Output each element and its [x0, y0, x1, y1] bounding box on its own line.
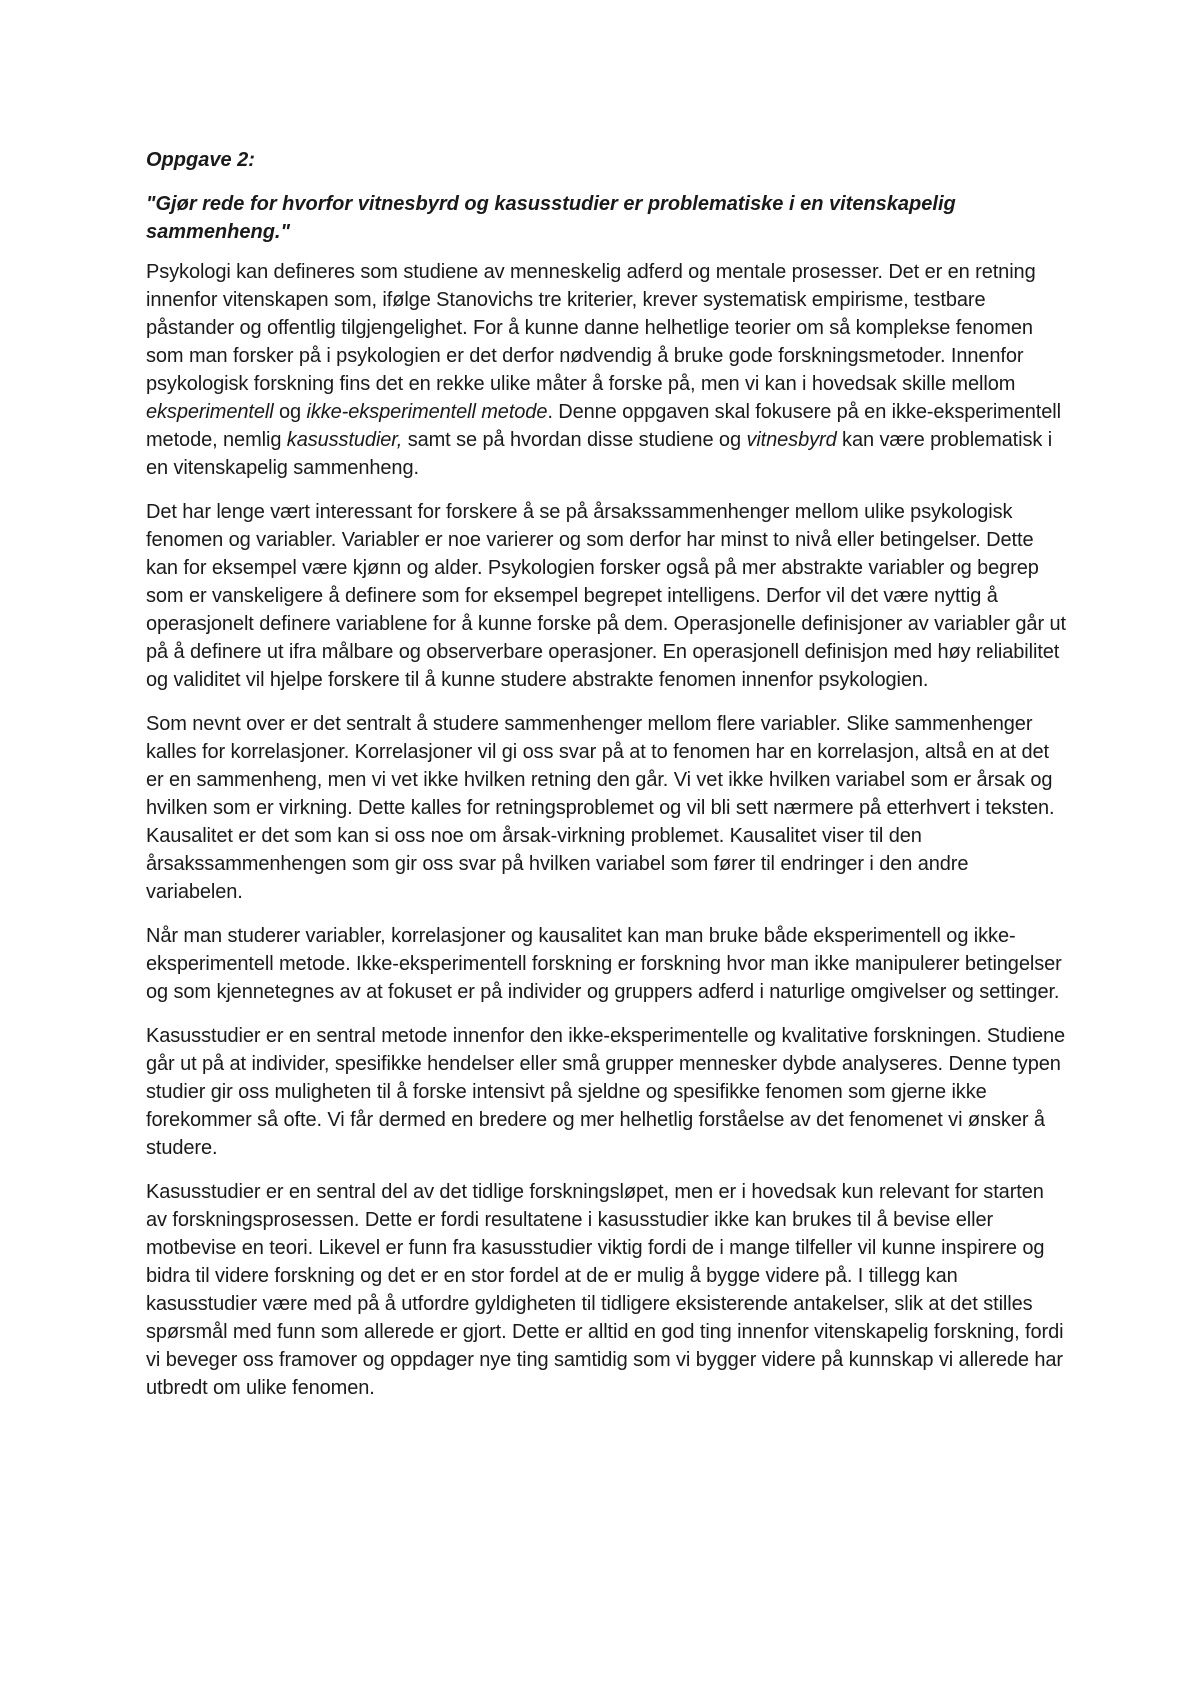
italic-term: kasusstudier,	[286, 429, 403, 451]
body-paragraph	[146, 1022, 1066, 1162]
document-page	[146, 146, 1066, 1418]
assignment-question: "Gjør rede for hvorfor vitnesbyrd og kasusstudier er problematiske i en vitenskapelig sammenheng."	[146, 193, 956, 243]
text-run: og	[273, 401, 307, 423]
body-paragraph	[146, 498, 1066, 694]
assignment-heading: Oppgave 2:	[146, 149, 255, 171]
body-paragraph	[146, 1178, 1066, 1402]
text-run: Kasusstudier er en sentral del av det tidlige forskningsløpet, men er i hovedsak kun relevant for starten av forskningsprosessen. Dette er fordi resultatene i kasusstudier ikke kan brukes til å bevise eller motbevise en teori. Likevel er funn fra kasusstudier viktig fordi de i mange tilfeller vil kunne inspirere og bidra til videre forskning og det er en stor fordel at de er mulig å bygge videre på. I tillegg kan kasusstudier være med på å utfordre gyldigheten til tidligere eksisterende antakelser, slik at det stilles spørsmål med funn som allerede er gjort. Dette er alltid en god ting innenfor vitenskapelig forskning, fordi vi beveger oss framover og oppdager nye ting samtidig som vi bygger videre på kunnskap vi allerede har utbredt om ulike fenomen.	[146, 1181, 1064, 1399]
italic-term: eksperimentell	[146, 401, 274, 423]
italic-term: vitnesbyrd	[746, 429, 837, 451]
text-run: Det har lenge vært interessant for forskere å se på årsakssammenhenger mellom ulike psykologisk fenomen og variabler. Variabler er noe varierer og som derfor har minst to nivå eller betingelser. Dette kan for eksempel være kjønn og alder. Psykologien forsker også på mer abstrakte variabler og begrep som er vanskeligere å definere som for eksempel begrepet intelligens. Derfor vil det være nyttig å operasjonelt definere variablene for å kunne forske på dem. Operasjonelle definisjoner av variabler går ut på å definere ut ifra målbare og observerbare operasjoner. En operasjonell definisjon med høy reliabilitet og validitet vil hjelpe forskere til å kunne studere abstrakte fenomen innenfor psykologien.	[146, 501, 1066, 691]
document-body	[146, 258, 1066, 1402]
text-run: . Denne oppgaven skal fokusere på en ikke-eksperimentell metode, nemlig	[146, 401, 1061, 451]
body-paragraph	[146, 922, 1066, 1006]
body-paragraph	[146, 710, 1066, 906]
text-run: samt se på hvordan disse studiene og	[402, 429, 747, 451]
text-run: Psykologi kan defineres som studiene av menneskelig adferd og mentale prosesser. Det er en retning innenfor vitenskapen som, ifølge Stanovichs tre kriterier, krever systematisk empirisme, testbare påstander og offentlig tilgjengelighet. For å kunne danne helhetlige teorier om så komplekse fenomen som man forsker på i psykologien er det derfor nødvendig å bruke gode forskningsmetoder. Innenfor psykologisk forskning fins det en rekke ulike måter å forske på, men vi kan i hovedsak skille mellom	[146, 261, 1036, 395]
text-run: Kasusstudier er en sentral metode innenfor den ikke-eksperimentelle og kvalitative forskningen. Studiene går ut på at individer, spesifikke hendelser eller små grupper mennesker dybde analyseres. Denne typen studier gir oss muligheten til å forske intensivt på sjeldne og spesifikke fenomen som gjerne ikke forekommer så ofte. Vi får dermed en bredere og mer helhetlig forståelse av det fenomenet vi ønsker å studere.	[146, 1025, 1066, 1159]
text-run: Når man studerer variabler, korrelasjoner og kausalitet kan man bruke både eksperimentell og ikke-eksperimentell metode. Ikke-eksperimentell forskning er forskning hvor man ikke manipulerer betingelser og som kjennetegnes av at fokuset er på individer og gruppers adferd i naturlige omgivelser og settinger.	[146, 925, 1062, 1003]
text-run: kan være problematisk i en vitenskapelig sammenheng.	[146, 429, 1053, 479]
italic-term: ikke-eksperimentell metode	[306, 401, 548, 423]
text-run: Som nevnt over er det sentralt å studere sammenhenger mellom flere variabler. Slike sammenhenger kalles for korrelasjoner. Korrelasjoner vil gi oss svar på at to fenomen har en korrelasjon, altså en at det er en sammenheng, men vi vet ikke hvilken retning den går. Vi vet ikke hvilken variabel som er årsak og hvilken som er virkning. Dette kalles for retningsproblemet og vil bli sett nærmere på etterhvert i teksten. Kausalitet er det som kan si oss noe om årsak-virkning problemet. Kausalitet viser til den årsakssammenhengen som gir oss svar på hvilken variabel som fører til endringer i den andre variabelen.	[146, 713, 1055, 903]
body-paragraph	[146, 258, 1066, 482]
